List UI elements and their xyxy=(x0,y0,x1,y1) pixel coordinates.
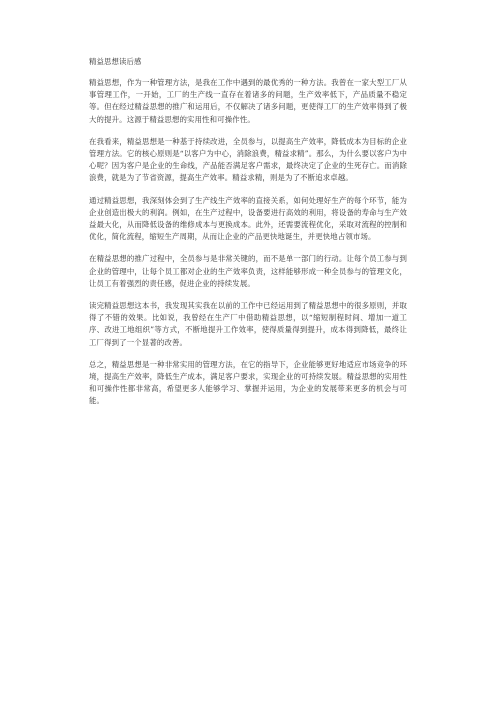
document-title: 精益思想读后感 xyxy=(89,57,142,66)
paragraph-5: 读完精益思想这本书，我发现其实我在以前的工作中已经运用到了精益思想中的很多原则，并取得了不错的效果。比如说，我曾经在生产厂中借助精益思想，以“缩短制程时间、增加一道工序、改进工地组织”等方式，不断地提升工作效率，使得质量得到提升，成本得到降低，最终让工厂得到了一个显著的改善。 xyxy=(89,301,407,347)
document-page xyxy=(89,56,407,418)
paragraph-6: 总之，精益思想是一种非常实用的管理方法，在它的指导下，企业能够更好地适应市场竞争的环境，提高生产效率，降低生产成本，满足客户要求，实现企业的可持续发展。精益思想的实用性和可操作性都非常高，希望更多人能够学习、掌握并运用，为企业的发展带来更多的机会与可能。 xyxy=(89,359,407,406)
paragraph-4: 在精益思想的推广过程中，全员参与是非常关键的，而不是单一部门的行动。让每个员工参与到企业的管理中，让每个员工都对企业的生产效率负责，这样能够形成一种全员参与的管理文化，让员工有着强烈的责任感，促进企业的持续发展。 xyxy=(89,254,407,288)
paragraph-1: 精益思想，作为一种管理方法，是我在工作中遇到的最优秀的一种方法。我曾在一家大型工厂从事管理工作，一开始，工厂的生产线一直存在着诸多的问题，生产效率低下，产品质量不稳定等。但在经过精益思想的推广和运用后，不仅解决了诸多问题，更使得工厂的生产效率得到了极大的提升。这源于精益思想的实用性和可操作性。 xyxy=(89,78,407,124)
paragraph-3: 通过精益思想，我深刻体会到了生产线生产效率的直接关系，如何处理好生产的每个环节，能为企业创造出极大的利润。例如，在生产过程中，设备要进行高效的利用，将设备的寿命与生产效益最大化，从而降低设备的维修成本与更换成本。此外，还需要流程优化，采取对流程的控制和优化，简化流程，缩短生产周期，从而让企业的产品更快地诞生，并更快地占领市场。 xyxy=(89,195,407,242)
paragraph-2: 在我看来，精益思想是一种基于持续改进，全员参与，以提高生产效率，降低成本为目标的企业管理方法。它的核心原则是“以客户为中心，消除浪费，精益求精”。那么，为什么要以客户为中心呢？因为客户是企业的生命线，产品能否满足客户需求，最终决定了企业的生死存亡。而消除浪费，就是为了节省资源，提高生产效率。精益求精，则是为了不断追求卓越。 xyxy=(89,136,407,183)
